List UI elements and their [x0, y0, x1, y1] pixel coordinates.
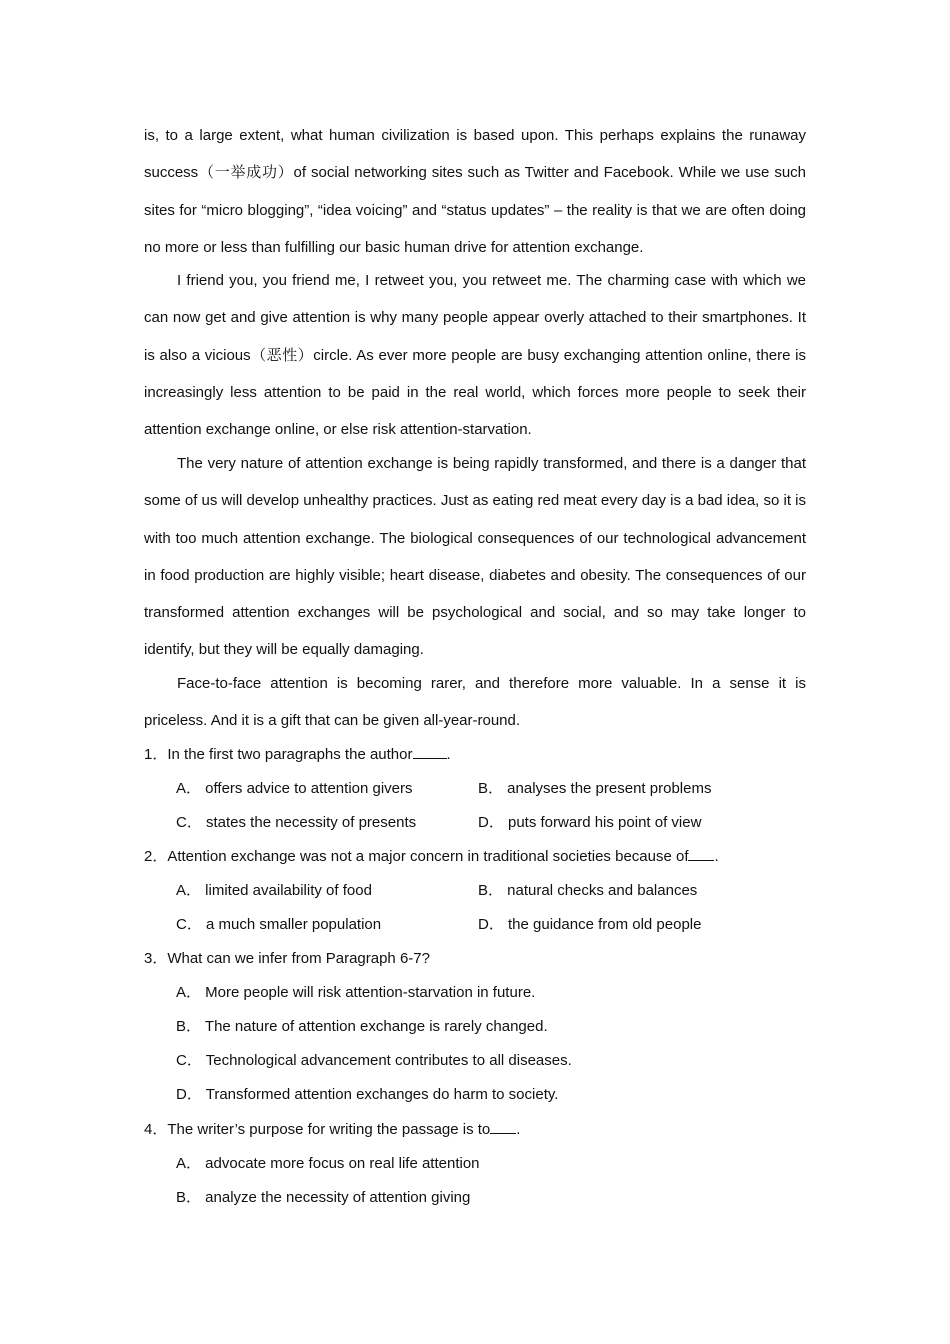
q2-option-b[interactable]: B． natural checks and balances: [478, 882, 698, 899]
q3-option-b[interactable]: B． The nature of attention exchange is rarely changed.: [176, 1018, 548, 1035]
q3-option-a[interactable]: A． More people will risk attention-starvation in future.: [176, 984, 536, 1001]
question-end: .: [446, 746, 451, 763]
question-number: 4．: [144, 1121, 168, 1138]
question-2: [144, 847, 719, 867]
answer-blank: [413, 758, 447, 759]
question-stem: In the first two paragraphs the author: [167, 746, 413, 763]
paragraph-1: is, to a large extent, what human civilization is based upon. This perhaps explains the runaway success（一举成功）of social networking sites such as Twitter and Facebook. While we use such sites for “micro blogging”, “idea voicing” and “status updates” – the reality is that we are often doing no more or less than fulfilling our basic human drive for attention exchange.: [144, 127, 806, 256]
question-stem: The writer’s purpose for writing the passage is to: [167, 1121, 491, 1138]
q3-option-c[interactable]: C． Technological advancement contributes to all diseases.: [176, 1052, 572, 1069]
question-number: 1．: [144, 746, 168, 763]
paragraph-3: The very nature of attention exchange is being rapidly transformed, and there is a danger that some of us will develop unhealthy practices. Just as eating red meat every day is a bad idea, so it is with too much attention exchange. The biological consequences of our technological advancement in food production are highly visible; heart disease, diabetes and obesity. The consequences of our transformed attention exchanges will be psychological and social, and so may take longer to identify, but they will be equally damaging.: [144, 455, 807, 659]
q3-option-d[interactable]: D． Transformed attention exchanges do harm to society.: [176, 1086, 559, 1103]
question-end: .: [516, 1121, 521, 1138]
question-number: 2．: [144, 848, 168, 865]
q1-option-a[interactable]: A． offers advice to attention givers: [176, 780, 413, 797]
q2-option-d[interactable]: D． the guidance from old people: [478, 916, 702, 933]
q2-option-a[interactable]: A． limited availability of food: [176, 882, 372, 899]
answer-blank: [490, 1133, 516, 1134]
q2-option-c[interactable]: C． a much smaller population: [176, 916, 382, 933]
question-end: .: [714, 848, 719, 865]
question-3: [144, 949, 430, 969]
question-1: [144, 745, 451, 765]
q4-option-b[interactable]: B． analyze the necessity of attention giving: [176, 1189, 471, 1206]
paragraph-2: I friend you, you friend me, I retweet you, you retweet me. The charming case with which we can now get and give attention is why many people appear overly attached to their smartphones. It is also a vicious（恶性）circle. As ever more people are busy exchanging attention online, there is increasingly less attention to be paid in the real world, which forces more people to seek their attention exchange online, or else risk attention-starvation.: [144, 272, 806, 439]
q4-option-a[interactable]: A． advocate more focus on real life attention: [176, 1155, 480, 1172]
question-number: 3．: [144, 950, 168, 967]
q1-option-c[interactable]: C． states the necessity of presents: [176, 814, 417, 831]
answer-blank: [688, 860, 714, 861]
q1-option-d[interactable]: D． puts forward his point of view: [478, 814, 702, 831]
question-stem: What can we infer from Paragraph 6-7?: [167, 950, 430, 967]
q1-option-b[interactable]: B． analyses the present problems: [478, 780, 712, 797]
question-stem: Attention exchange was not a major concern in traditional societies because of: [167, 848, 689, 865]
paragraph-4: Face-to-face attention is becoming rarer, and therefore more valuable. In a sense it is priceless. And it is a gift that can be given all-year-round.: [144, 675, 806, 730]
question-4: [144, 1120, 520, 1140]
